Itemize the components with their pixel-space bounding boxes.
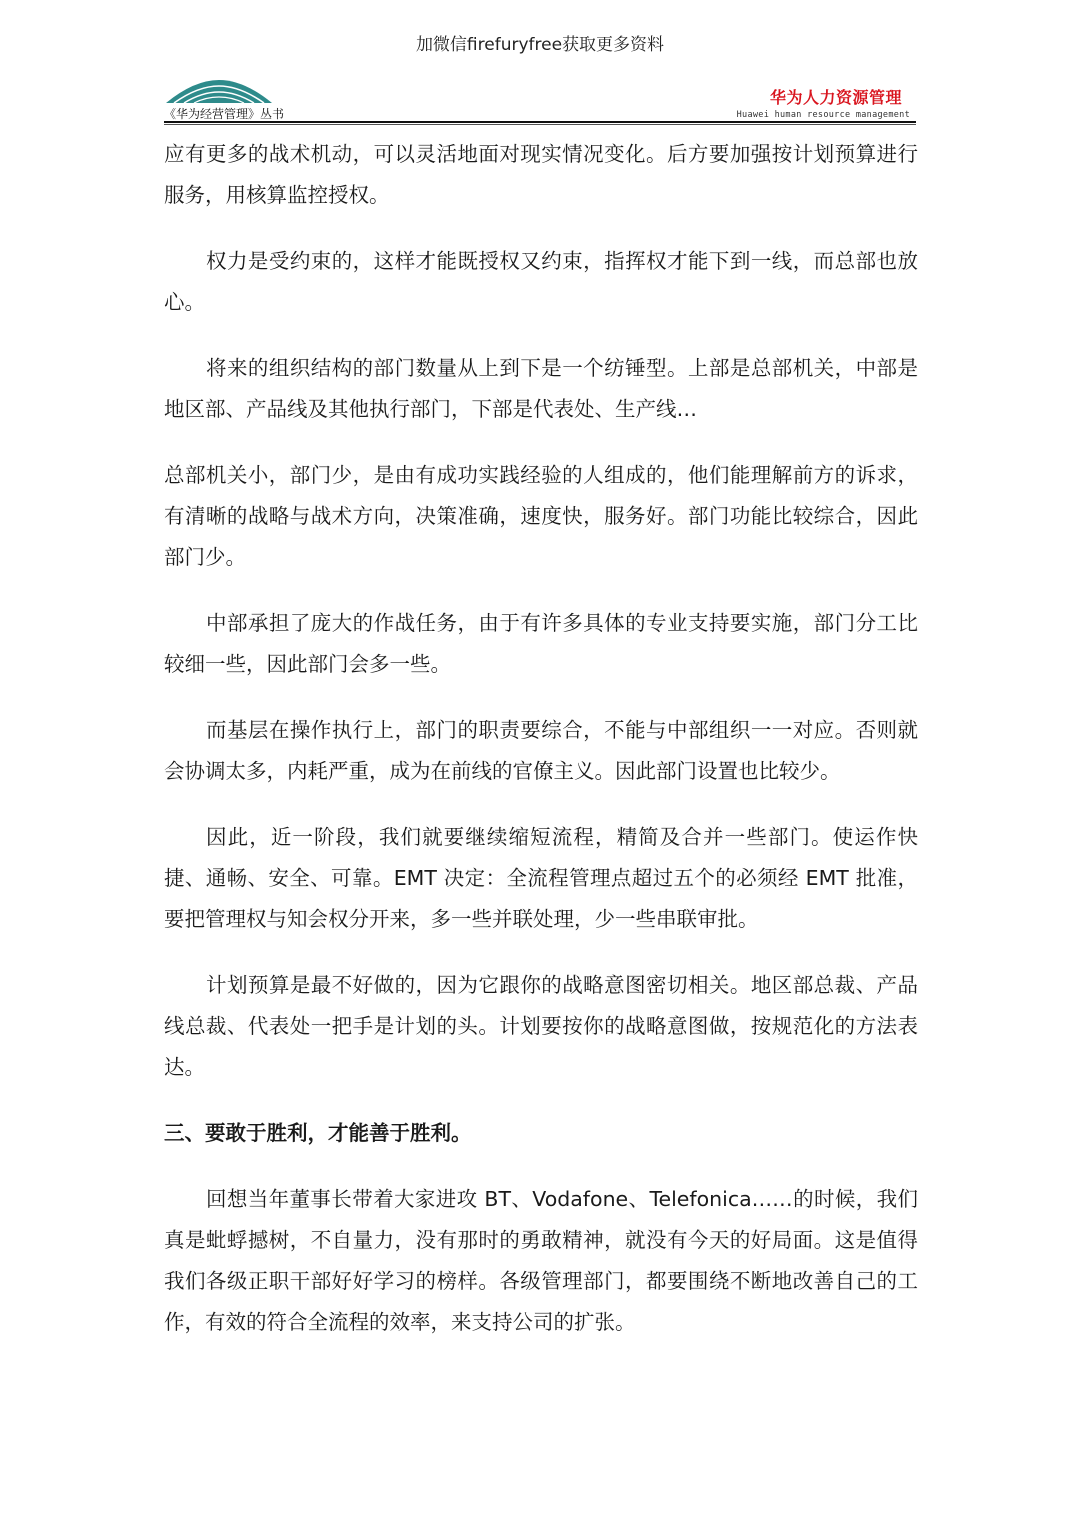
paragraph: 将来的组织结构的部门数量从上到下是一个纺锤型。上部是总部机关，中部是地区部、产品线及其他执行部门，下部是代表处、生产线…	[164, 356, 918, 421]
brand-subtitle: Huawei human resource management	[736, 110, 910, 120]
page-header	[164, 76, 916, 124]
brand-title: 华为人力资源管理	[769, 88, 902, 107]
paragraph: 应有更多的战术机动，可以灵活地面对现实情况变化。后方要加强按计划预算进行服务，用核算监控授权。	[164, 142, 918, 207]
paragraph: 因此，近一阶段，我们就要继续缩短流程，精简及合并一些部门。使运作快捷、通畅、安全、可靠。EMT 决定：全流程管理点超过五个的必须经 EMT 批准，要把管理权与知会权分开来，多一些并联处理，少一些串联审批。	[164, 825, 918, 931]
paragraph: 计划预算是最不好做的，因为它跟你的战略意图密切相关。地区部总裁、产品线总裁、代表处一把手是计划的头。计划要按你的战略意图做，按规范化的方法表达。	[164, 973, 918, 1079]
paragraph: 总部机关小，部门少，是由有成功实践经验的人组成的，他们能理解前方的诉求，有清晰的战略与战术方向，决策准确，速度快，服务好。部门功能比较综合，因此部门少。	[164, 463, 918, 569]
header-rule	[164, 121, 916, 123]
body-text	[164, 134, 918, 1368]
paragraph: 中部承担了庞大的作战任务，由于有许多具体的专业支持要实施，部门分工比较细一些，因此部门会多一些。	[164, 611, 918, 676]
paragraph: 回想当年董事长带着大家进攻 BT、Vodafone、Telefonica……的时候，我们真是蚍蜉撼树，不自量力，没有那时的勇敢精神，就没有今天的好局面。这是值得我们各级正职干部好好学习的榜样。各级管理部门，都要围绕不断地改善自己的工作，有效的符合全流程的效率，来支持公司的扩张。	[164, 1187, 918, 1334]
header-rule-thin	[164, 124, 916, 125]
logo-icon	[164, 76, 274, 104]
section-heading: 三、要敢于胜利，才能善于胜利。	[164, 1121, 472, 1145]
watermark-text: 加微信firefuryfree获取更多资料	[415, 35, 665, 55]
paragraph: 权力是受约束的，这样才能既授权又约束，指挥权才能下到一线，而总部也放心。	[164, 249, 918, 314]
series-title: 《华为经营管理》丛书	[164, 107, 285, 121]
paragraph: 而基层在操作执行上，部门的职责要综合，不能与中部组织一一对应。否则就会协调太多，内耗严重，成为在前线的官僚主义。因此部门设置也比较少。	[164, 718, 918, 783]
